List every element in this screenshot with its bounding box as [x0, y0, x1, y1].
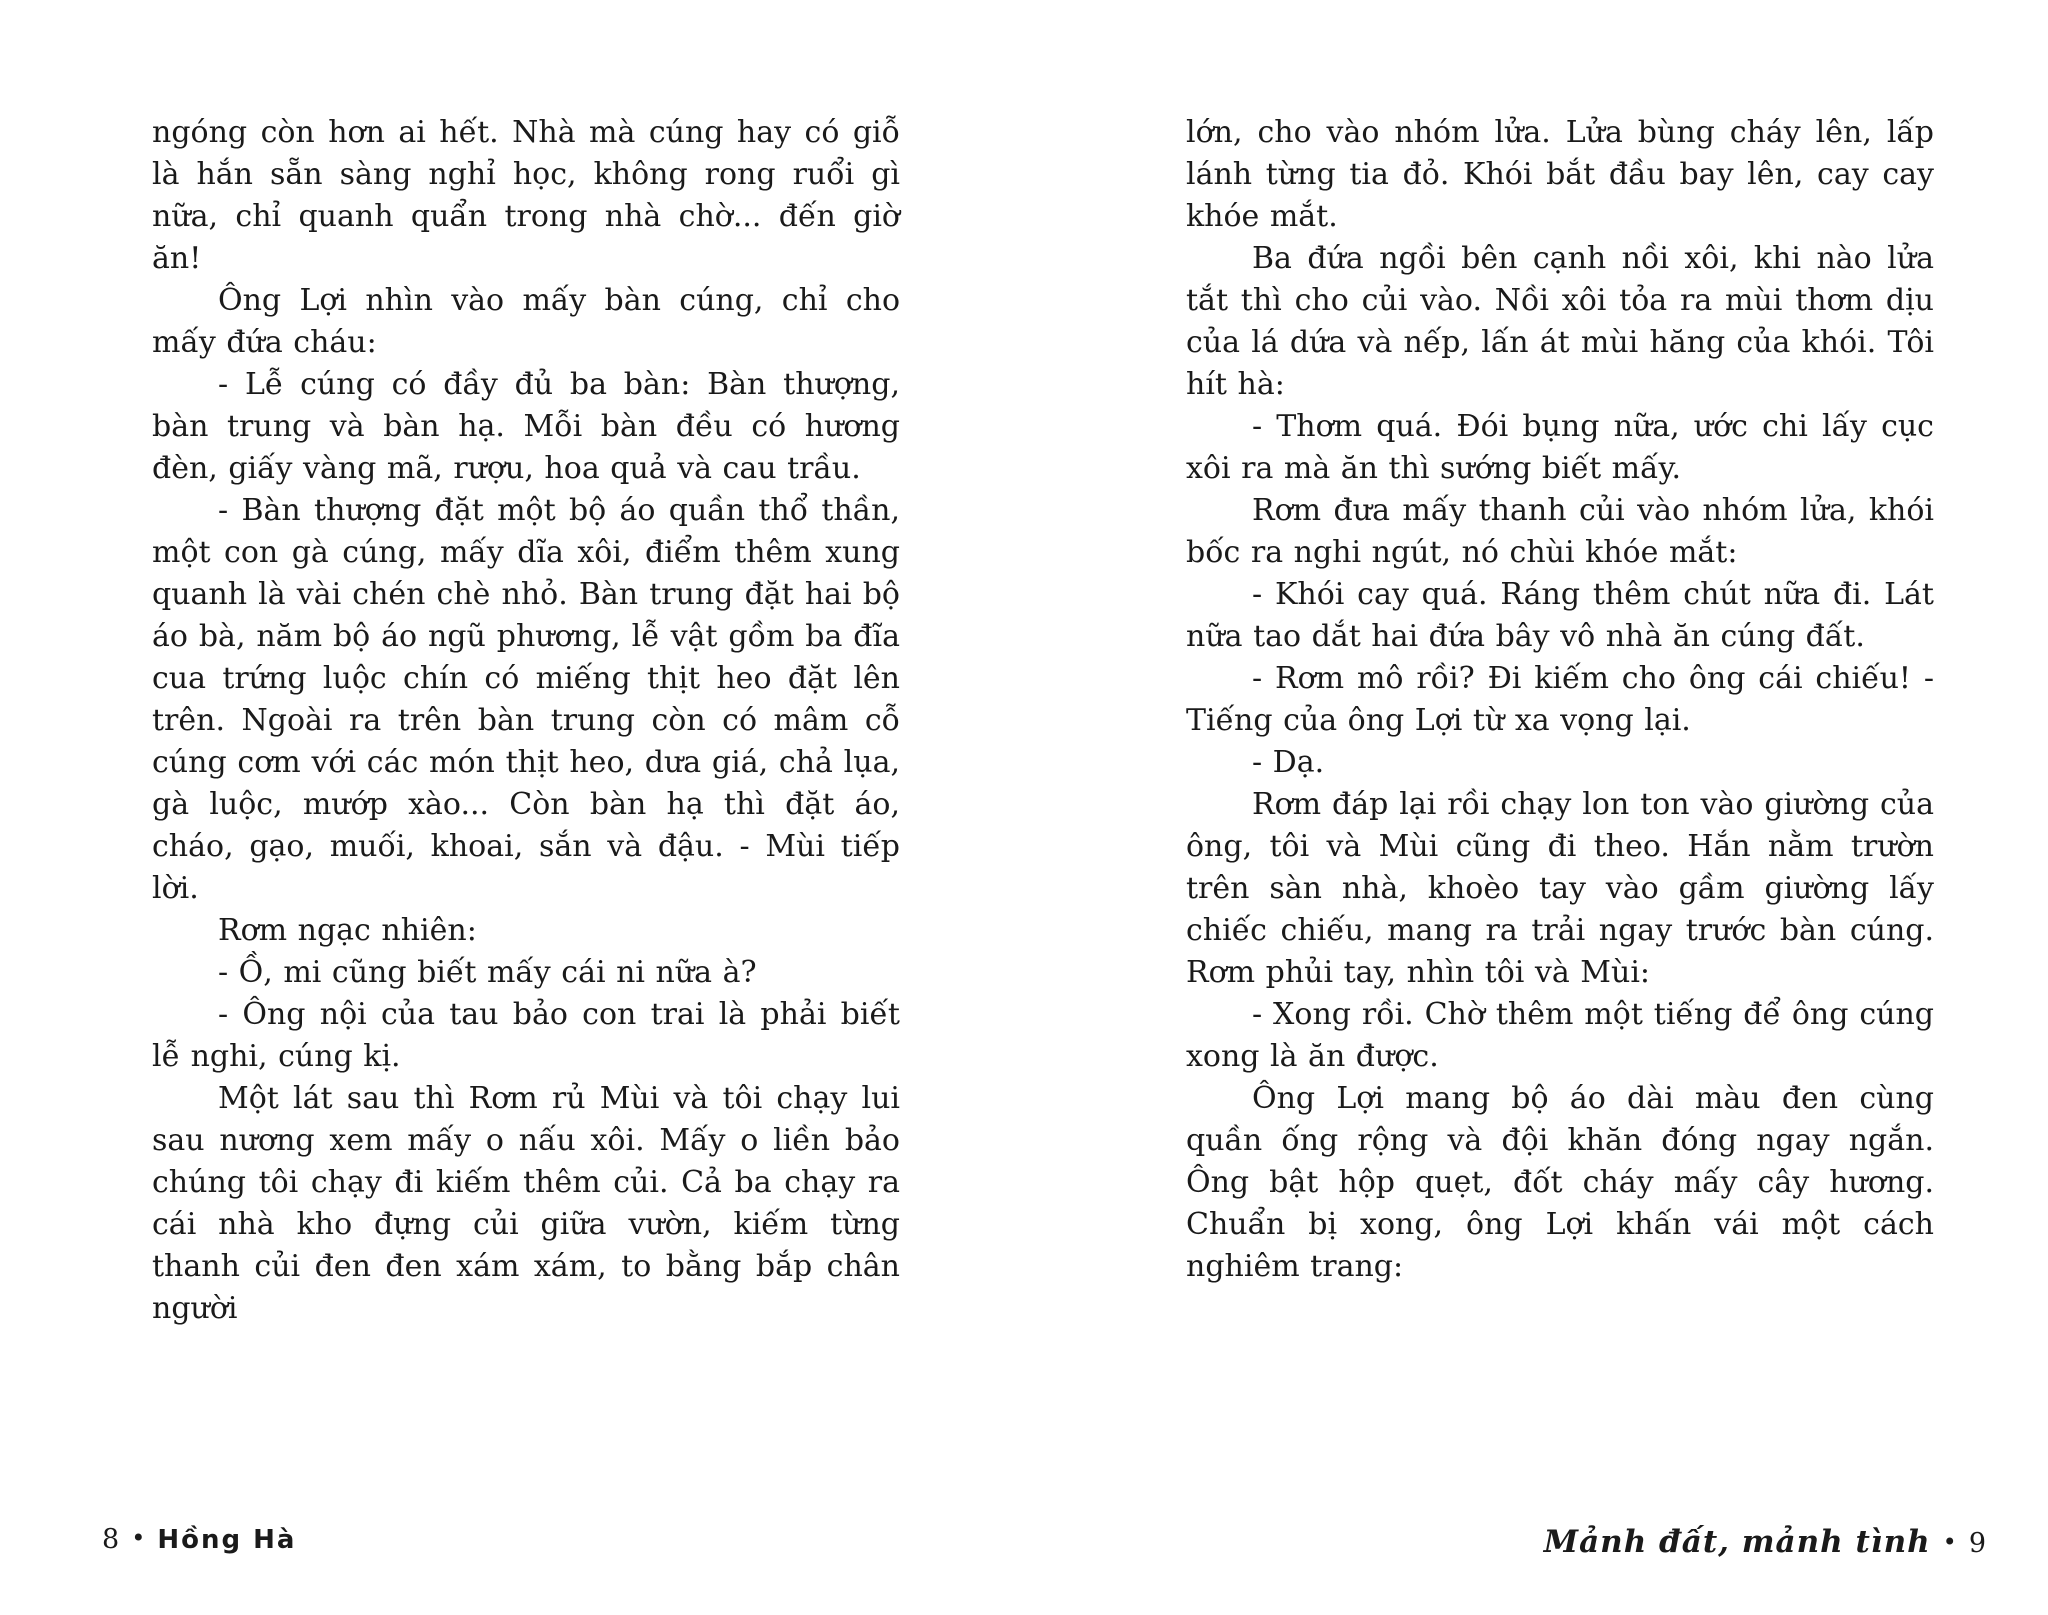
- page-left-text-column: [152, 112, 900, 1330]
- page-number-right: 9: [1968, 1528, 1986, 1559]
- paragraph: lớn, cho vào nhóm lửa. Lửa bùng cháy lên, lấp lánh từng tia đỏ. Khói bắt đầu bay lên, cay cay khóe mắt.: [1186, 115, 1934, 234]
- paragraph: Ông Lợi mang bộ áo dài màu đen cùng quần ống rộng và đội khăn đóng ngay ngắn. Ông bật hộp quẹt, đốt cháy mấy cây hương. Chuẩn bị xong, ông Lợi khấn vái một cách nghiêm trang:: [1186, 1081, 1934, 1284]
- footer-separator-left: •: [131, 1524, 146, 1552]
- book-author: Hồng Hà: [157, 1525, 297, 1555]
- paragraph: Ba đứa ngồi bên cạnh nồi xôi, khi nào lửa tắt thì cho củi vào. Nồi xôi tỏa ra mùi thơm dịu của lá dứa và nếp, lấn át mùi hăng của khói. Tôi hít hà:: [1186, 241, 1934, 402]
- paragraph: - Rơm mô rồi? Đi kiếm cho ông cái chiếu! - Tiếng của ông Lợi từ xa vọng lại.: [1186, 661, 1934, 738]
- paragraph: - Dạ.: [1252, 745, 1325, 780]
- page-number-left: 8: [102, 1524, 120, 1555]
- paragraph: - Xong rồi. Chờ thêm một tiếng để ông cúng xong là ăn được.: [1186, 997, 1934, 1074]
- footer-left: [102, 1524, 296, 1555]
- book-title: Mảnh đất, mảnh tình: [1543, 1524, 1931, 1560]
- footer-right: [1544, 1524, 1986, 1560]
- paragraph: - Ồ, mi cũng biết mấy cái ni nữa à?: [218, 955, 757, 990]
- paragraph: - Bàn thượng đặt một bộ áo quần thổ thần, một con gà cúng, mấy dĩa xôi, điểm thêm xung quanh là vài chén chè nhỏ. Bàn trung đặt hai bộ áo bà, năm bộ áo ngũ phương, lễ vật gồm ba đĩa cua trứng luộc chín có miếng thịt heo đặt lên trên. Ngoài ra trên bàn trung còn có mâm cỗ cúng cơm với các món thịt heo, dưa giá, chả lụa, gà luộc, mướp xào... Còn bàn hạ thì đặt áo, cháo, gạo, muối, khoai, sắn và đậu. - Mùi tiếp lời.: [152, 493, 900, 906]
- paragraph: Rơm ngạc nhiên:: [218, 913, 477, 948]
- paragraph: - Ông nội của tau bảo con trai là phải biết lễ nghi, cúng kị.: [152, 997, 900, 1074]
- paragraph: Rơm đáp lại rồi chạy lon ton vào giường của ông, tôi và Mùi cũng đi theo. Hắn nằm trườn trên sàn nhà, khoèo tay vào gầm giường lấy chiếc chiếu, mang ra trải ngay trước bàn cúng. Rơm phủi tay, nhìn tôi và Mùi:: [1186, 787, 1934, 990]
- paragraph: ngóng còn hơn ai hết. Nhà mà cúng hay có giỗ là hắn sẵn sàng nghỉ học, không rong ruổi gì nữa, chỉ quanh quẩn trong nhà chờ... đến giờ ăn!: [152, 115, 900, 276]
- paragraph: - Thơm quá. Đói bụng nữa, ước chi lấy cục xôi ra mà ăn thì sướng biết mấy.: [1186, 409, 1934, 486]
- footer-separator-right: •: [1942, 1528, 1957, 1556]
- paragraph: Ông Lợi nhìn vào mấy bàn cúng, chỉ cho mấy đứa cháu:: [152, 283, 900, 360]
- paragraph: Một lát sau thì Rơm rủ Mùi và tôi chạy lui sau nương xem mấy o nấu xôi. Mấy o liền bảo chúng tôi chạy đi kiếm thêm củi. Cả ba chạy ra cái nhà kho đựng củi giữa vườn, kiếm từng thanh củi đen đen xám xám, to bằng bắp chân người: [152, 1081, 900, 1326]
- page-right-text-column: [1186, 112, 1934, 1288]
- paragraph: - Lễ cúng có đầy đủ ba bàn: Bàn thượng, bàn trung và bàn hạ. Mỗi bàn đều có hương đèn, giấy vàng mã, rượu, hoa quả và cau trầu.: [152, 367, 900, 486]
- paragraph: - Khói cay quá. Ráng thêm chút nữa đi. Lát nữa tao dắt hai đứa bây vô nhà ăn cúng đất.: [1186, 577, 1934, 654]
- paragraph: Rơm đưa mấy thanh củi vào nhóm lửa, khói bốc ra nghi ngút, nó chùi khóe mắt:: [1186, 493, 1934, 570]
